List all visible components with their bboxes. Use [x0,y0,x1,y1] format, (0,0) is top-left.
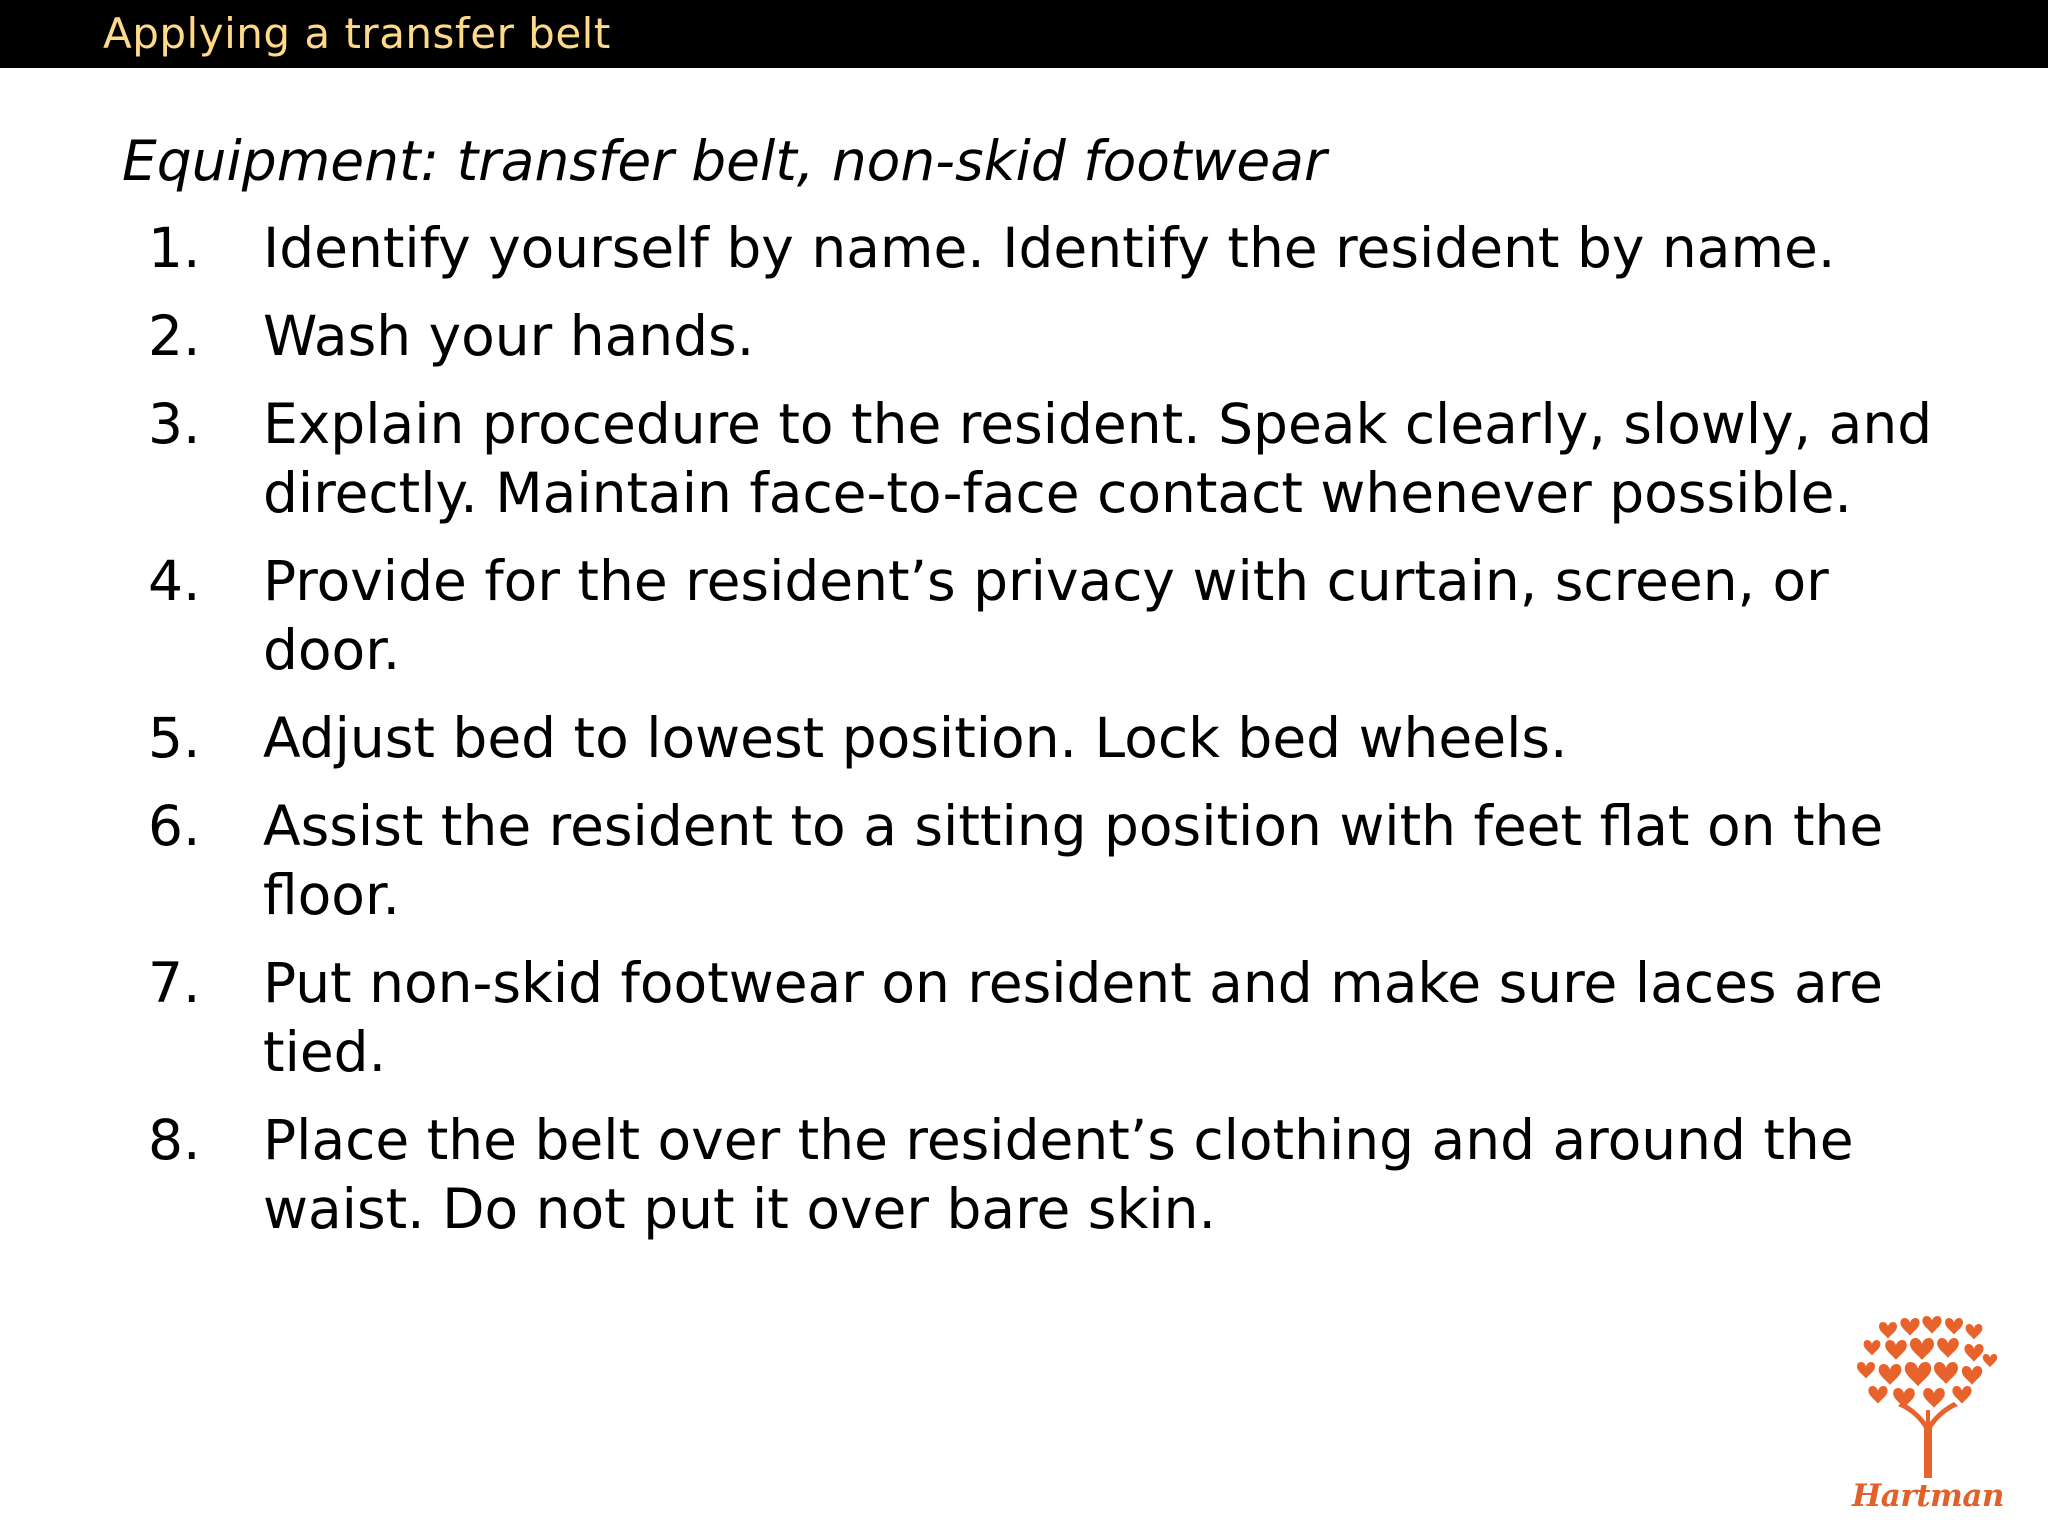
step-number: 7. [148,951,201,1015]
step-number: 2. [148,304,201,368]
step-text: Provide for the resident’s privacy with curtain, screen, or door. [263,549,1829,682]
title-bar [0,0,2048,68]
step-text: Adjust bed to lowest position. Lock bed wheels. [263,706,1568,770]
step-6 [148,792,1938,930]
equipment-line: Equipment: transfer belt, non-skid footwear [122,129,1327,193]
step-7 [148,949,1938,1087]
step-text: Identify yourself by name. Identify the resident by name. [263,216,1836,280]
step-1 [148,214,1938,283]
step-number: 8. [148,1108,201,1172]
step-number: 4. [148,549,201,613]
step-number: 1. [148,216,201,280]
step-number: 3. [148,392,201,456]
step-text: Assist the resident to a sitting position with feet flat on the floor. [263,794,1884,927]
procedure-steps [148,214,1938,1263]
step-text: Wash your hands. [263,304,755,368]
step-number: 5. [148,706,201,770]
slide-title: Applying a transfer belt [103,9,611,58]
step-text: Put non-skid footwear on resident and make sure laces are tied. [263,951,1884,1084]
step-4 [148,547,1938,685]
step-3 [148,390,1938,528]
step-5 [148,704,1938,773]
step-number: 6. [148,794,201,858]
heart-tree-icon [1848,1310,2008,1480]
step-2 [148,302,1938,371]
hartman-logo [1848,1310,2008,1516]
step-8 [148,1106,1938,1244]
step-text: Place the belt over the resident’s clothing and around the waist. Do not put it over bare skin. [263,1108,1854,1241]
step-text: Explain procedure to the resident. Speak clearly, slowly, and directly. Maintain face-to-face contact whenever possible. [263,392,1933,525]
logo-wordmark: Hartman [1852,1478,2004,1514]
